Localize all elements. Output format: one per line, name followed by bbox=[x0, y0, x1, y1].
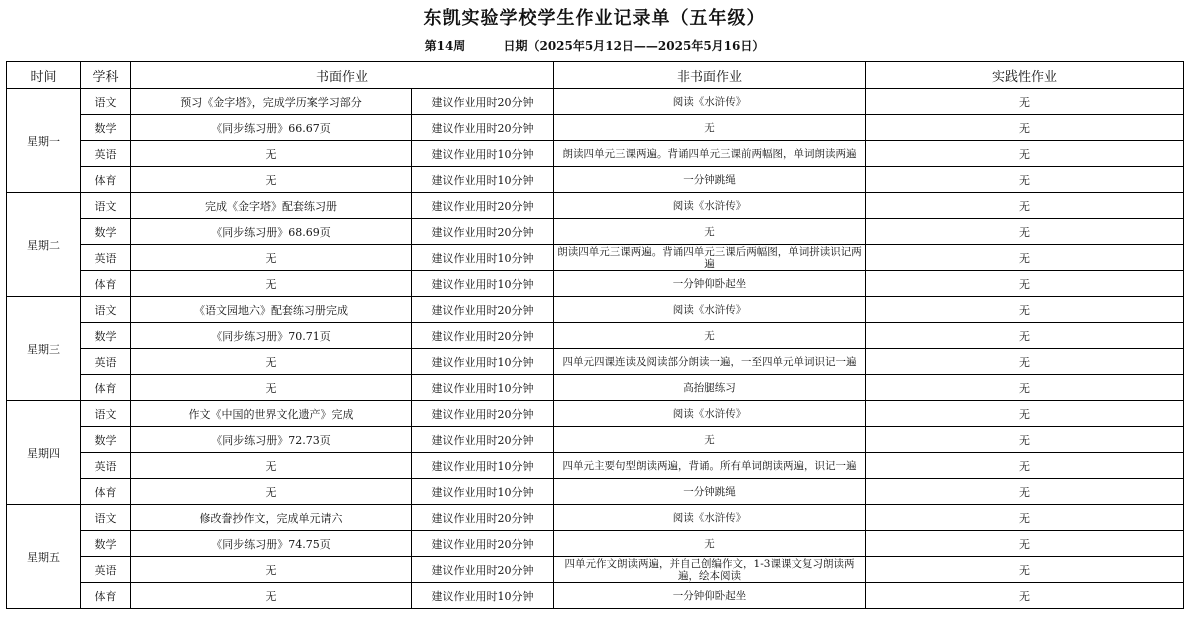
nonwritten-homework-cell: 阅读《水浒传》 bbox=[554, 89, 866, 115]
table-row bbox=[7, 323, 1184, 349]
nonwritten-homework-cell: 无 bbox=[554, 115, 866, 141]
date-range: 日期（2025年5月12日——2025年5月16日） bbox=[503, 39, 765, 53]
nonwritten-homework-cell: 阅读《水浒传》 bbox=[554, 505, 866, 531]
practical-homework-cell: 无 bbox=[866, 557, 1184, 583]
table-row bbox=[7, 219, 1184, 245]
written-homework-cell: 修改誊抄作文，完成单元请六 bbox=[131, 505, 412, 531]
header-nonwritten: 非书面作业 bbox=[554, 62, 866, 89]
suggested-time-cell: 建议作业用时20分钟 bbox=[412, 219, 554, 245]
table-row bbox=[7, 271, 1184, 297]
practical-homework-cell: 无 bbox=[866, 583, 1184, 609]
suggested-time-cell: 建议作业用时10分钟 bbox=[412, 375, 554, 401]
subject-cell: 语文 bbox=[81, 89, 131, 115]
table-body bbox=[7, 89, 1184, 609]
suggested-time-cell: 建议作业用时20分钟 bbox=[412, 297, 554, 323]
subject-cell: 数学 bbox=[81, 531, 131, 557]
subject-cell: 数学 bbox=[81, 323, 131, 349]
subject-cell: 体育 bbox=[81, 167, 131, 193]
table-row bbox=[7, 193, 1184, 219]
suggested-time-cell: 建议作业用时20分钟 bbox=[412, 89, 554, 115]
nonwritten-homework-cell: 四单元作文朗读两遍，并自己创编作文，1-3课课文复习朗读两遍，绘本阅读 bbox=[554, 557, 866, 583]
nonwritten-homework-cell: 阅读《水浒传》 bbox=[554, 297, 866, 323]
practical-homework-cell: 无 bbox=[866, 453, 1184, 479]
nonwritten-homework-cell: 无 bbox=[554, 219, 866, 245]
day-cell: 星期五 bbox=[7, 505, 81, 609]
subject-cell: 数学 bbox=[81, 427, 131, 453]
written-homework-cell: 预习《金字塔》，完成学历案学习部分 bbox=[131, 89, 412, 115]
written-homework-cell: 《同步练习册》72.73页 bbox=[131, 427, 412, 453]
practical-homework-cell: 无 bbox=[866, 505, 1184, 531]
nonwritten-homework-cell: 高抬腿练习 bbox=[554, 375, 866, 401]
written-homework-cell: 《同步练习册》66.67页 bbox=[131, 115, 412, 141]
written-homework-cell: 作文《中国的世界文化遗产》完成 bbox=[131, 401, 412, 427]
practical-homework-cell: 无 bbox=[866, 167, 1184, 193]
table-row bbox=[7, 557, 1184, 583]
practical-homework-cell: 无 bbox=[866, 245, 1184, 271]
subject-cell: 体育 bbox=[81, 479, 131, 505]
suggested-time-cell: 建议作业用时10分钟 bbox=[412, 479, 554, 505]
suggested-time-cell: 建议作业用时10分钟 bbox=[412, 167, 554, 193]
nonwritten-homework-cell: 四单元主要句型朗读两遍，背诵。所有单词朗读两遍，识记一遍 bbox=[554, 453, 866, 479]
practical-homework-cell: 无 bbox=[866, 349, 1184, 375]
suggested-time-cell: 建议作业用时20分钟 bbox=[412, 427, 554, 453]
practical-homework-cell: 无 bbox=[866, 115, 1184, 141]
suggested-time-cell: 建议作业用时20分钟 bbox=[412, 557, 554, 583]
subject-cell: 体育 bbox=[81, 583, 131, 609]
written-homework-cell: 《同步练习册》74.75页 bbox=[131, 531, 412, 557]
practical-homework-cell: 无 bbox=[866, 479, 1184, 505]
table-row bbox=[7, 245, 1184, 271]
table-row bbox=[7, 583, 1184, 609]
subject-cell: 数学 bbox=[81, 219, 131, 245]
practical-homework-cell: 无 bbox=[866, 323, 1184, 349]
subject-cell: 英语 bbox=[81, 245, 131, 271]
subject-cell: 体育 bbox=[81, 375, 131, 401]
nonwritten-homework-cell: 一分钟跳绳 bbox=[554, 479, 866, 505]
header-row bbox=[7, 62, 1184, 89]
table-row bbox=[7, 479, 1184, 505]
nonwritten-homework-cell: 无 bbox=[554, 323, 866, 349]
written-homework-cell: 无 bbox=[131, 245, 412, 271]
written-homework-cell: 无 bbox=[131, 271, 412, 297]
practical-homework-cell: 无 bbox=[866, 427, 1184, 453]
subject-cell: 语文 bbox=[81, 401, 131, 427]
suggested-time-cell: 建议作业用时10分钟 bbox=[412, 245, 554, 271]
suggested-time-cell: 建议作业用时10分钟 bbox=[412, 271, 554, 297]
table-row bbox=[7, 531, 1184, 557]
table-row bbox=[7, 89, 1184, 115]
written-homework-cell: 无 bbox=[131, 453, 412, 479]
practical-homework-cell: 无 bbox=[866, 297, 1184, 323]
written-homework-cell: 无 bbox=[131, 583, 412, 609]
nonwritten-homework-cell: 一分钟仰卧起坐 bbox=[554, 271, 866, 297]
written-homework-cell: 无 bbox=[131, 167, 412, 193]
day-cell: 星期四 bbox=[7, 401, 81, 505]
header-time: 时间 bbox=[7, 62, 81, 89]
written-homework-cell: 无 bbox=[131, 557, 412, 583]
nonwritten-homework-cell: 朗读四单元三课两遍。背诵四单元三课后两幅图，单词拼读识记两遍 bbox=[554, 245, 866, 271]
subject-cell: 英语 bbox=[81, 141, 131, 167]
suggested-time-cell: 建议作业用时10分钟 bbox=[412, 453, 554, 479]
homework-table bbox=[6, 61, 1184, 609]
suggested-time-cell: 建议作业用时20分钟 bbox=[412, 193, 554, 219]
subject-cell: 数学 bbox=[81, 115, 131, 141]
table-row bbox=[7, 505, 1184, 531]
table-row bbox=[7, 349, 1184, 375]
subject-cell: 英语 bbox=[81, 453, 131, 479]
table-row bbox=[7, 167, 1184, 193]
practical-homework-cell: 无 bbox=[866, 531, 1184, 557]
practical-homework-cell: 无 bbox=[866, 141, 1184, 167]
suggested-time-cell: 建议作业用时10分钟 bbox=[412, 141, 554, 167]
day-cell: 星期一 bbox=[7, 89, 81, 193]
subject-cell: 英语 bbox=[81, 349, 131, 375]
table-row bbox=[7, 401, 1184, 427]
practical-homework-cell: 无 bbox=[866, 271, 1184, 297]
nonwritten-homework-cell: 阅读《水浒传》 bbox=[554, 401, 866, 427]
nonwritten-homework-cell: 一分钟跳绳 bbox=[554, 167, 866, 193]
suggested-time-cell: 建议作业用时10分钟 bbox=[412, 583, 554, 609]
table-row bbox=[7, 141, 1184, 167]
practical-homework-cell: 无 bbox=[866, 219, 1184, 245]
nonwritten-homework-cell: 一分钟仰卧起坐 bbox=[554, 583, 866, 609]
written-homework-cell: 完成《金字塔》配套练习册 bbox=[131, 193, 412, 219]
written-homework-cell: 无 bbox=[131, 375, 412, 401]
nonwritten-homework-cell: 阅读《水浒传》 bbox=[554, 193, 866, 219]
document-title: 东凯实验学校学生作业记录单（五年级） bbox=[423, 8, 766, 29]
suggested-time-cell: 建议作业用时20分钟 bbox=[412, 505, 554, 531]
practical-homework-cell: 无 bbox=[866, 401, 1184, 427]
table-row bbox=[7, 453, 1184, 479]
subject-cell: 语文 bbox=[81, 193, 131, 219]
practical-homework-cell: 无 bbox=[866, 89, 1184, 115]
table-row bbox=[7, 115, 1184, 141]
written-homework-cell: 《语文园地六》配套练习册完成 bbox=[131, 297, 412, 323]
header-written: 书面作业 bbox=[131, 62, 554, 89]
suggested-time-cell: 建议作业用时20分钟 bbox=[412, 531, 554, 557]
written-homework-cell: 《同步练习册》68.69页 bbox=[131, 219, 412, 245]
subject-cell: 体育 bbox=[81, 271, 131, 297]
subject-cell: 语文 bbox=[81, 505, 131, 531]
nonwritten-homework-cell: 朗读四单元三课两遍。背诵四单元三课前两幅图，单词朗读两遍 bbox=[554, 141, 866, 167]
practical-homework-cell: 无 bbox=[866, 375, 1184, 401]
nonwritten-homework-cell: 无 bbox=[554, 427, 866, 453]
document-subtitle bbox=[0, 37, 1189, 54]
written-homework-cell: 无 bbox=[131, 141, 412, 167]
written-homework-cell: 无 bbox=[131, 479, 412, 505]
table-row bbox=[7, 427, 1184, 453]
suggested-time-cell: 建议作业用时20分钟 bbox=[412, 323, 554, 349]
suggested-time-cell: 建议作业用时10分钟 bbox=[412, 349, 554, 375]
subject-cell: 语文 bbox=[81, 297, 131, 323]
table-row bbox=[7, 375, 1184, 401]
header-subject: 学科 bbox=[81, 62, 131, 89]
suggested-time-cell: 建议作业用时20分钟 bbox=[412, 115, 554, 141]
header-practical: 实践性作业 bbox=[866, 62, 1184, 89]
nonwritten-homework-cell: 四单元四课连读及阅读部分朗读一遍，一至四单元单词识记一遍 bbox=[554, 349, 866, 375]
day-cell: 星期三 bbox=[7, 297, 81, 401]
practical-homework-cell: 无 bbox=[866, 193, 1184, 219]
nonwritten-homework-cell: 无 bbox=[554, 531, 866, 557]
written-homework-cell: 无 bbox=[131, 349, 412, 375]
written-homework-cell: 《同步练习册》70.71页 bbox=[131, 323, 412, 349]
week-label: 第14周 bbox=[424, 39, 466, 53]
table-row bbox=[7, 297, 1184, 323]
suggested-time-cell: 建议作业用时20分钟 bbox=[412, 401, 554, 427]
day-cell: 星期二 bbox=[7, 193, 81, 297]
subject-cell: 英语 bbox=[81, 557, 131, 583]
